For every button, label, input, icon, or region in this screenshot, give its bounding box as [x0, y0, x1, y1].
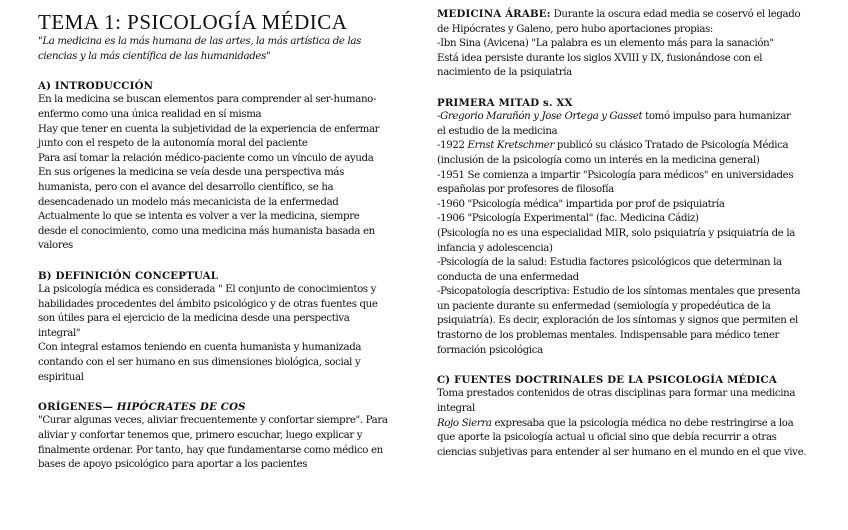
text-run: que aporte la psicología actual u oficial sino que debía recurrir a otras: [437, 432, 777, 444]
text-run: tomó impulso para humanizar: [642, 111, 791, 123]
text-line: [437, 183, 817, 198]
text-line: [437, 242, 817, 257]
text-run: Para así tomar la relación médico-paciente como un vínculo de ayuda: [38, 152, 374, 164]
text-run: "Curar algunas veces, aliviar frecuentemente y confortar siempre". Para: [38, 415, 388, 427]
text-run: son útiles para el ejercicio de la medicina desde una perspectiva: [38, 313, 350, 325]
text-line: [437, 198, 817, 213]
text-line: [38, 444, 398, 459]
text-run: Actualmente lo que se intenta es volver a ver la medicina, siempre: [38, 211, 360, 223]
text-line: [437, 314, 817, 329]
section-heading: [38, 79, 398, 94]
text-run: junto con el respeto de la autonomía moral del paciente: [38, 138, 308, 150]
text-run: publicó su clásico Tratado de Psicología Médica: [554, 140, 789, 152]
text-run: La psicología médica es considerada " El conjunto de conocimientos y: [38, 284, 377, 296]
text-line: [437, 271, 817, 286]
page-title: TEMA 1: PSICOLOGÍA MÉDICA: [38, 10, 348, 34]
text-run: espiritual: [38, 371, 84, 383]
text-line: [437, 169, 817, 184]
right-column: [437, 7, 817, 460]
text-run: MEDICINA ÁRABE:: [437, 8, 551, 20]
text-run: HIPÓCRATES DE COS: [116, 400, 246, 413]
text-run: -1906 "Psicología Experimental" (fac. Medicina Cádiz): [437, 213, 699, 225]
text-line: [437, 139, 817, 154]
text-line: [38, 196, 398, 211]
text-line: [38, 93, 398, 108]
text-run: ciencias y la más científica de las humanidades": [38, 50, 271, 62]
left-column: [38, 0, 398, 473]
text-line: [437, 417, 817, 432]
text-run: -1922: [437, 140, 468, 152]
text-line: [437, 37, 817, 52]
text-line: [38, 429, 398, 444]
text-run: (Psicología no es una especialidad MIR, solo psiquiatría y psiquiatría de la: [437, 227, 795, 239]
text-run: conducta de una enfermedad: [437, 271, 579, 283]
text-line: [38, 283, 398, 298]
blank-line: [38, 385, 398, 400]
text-run: trastorno de los problemas mentales. Indispensable para médico tener: [437, 330, 780, 342]
text-run: desde el conocimiento, como una medicina más humanista basada en: [38, 225, 375, 237]
text-line: [437, 125, 817, 140]
text-run: Rojo Sierra: [437, 417, 492, 429]
text-run: infancia y adolescencia): [437, 242, 553, 254]
text-line: [437, 300, 817, 315]
text-run: En sus orígenes la medicina se veía desde una perspectiva más: [38, 167, 345, 179]
text-line: [38, 341, 398, 356]
text-line: [38, 298, 398, 313]
text-line: [38, 35, 398, 50]
text-run: nacimiento de la psiquiatría: [437, 67, 572, 79]
text-line: [38, 210, 398, 225]
text-line: [38, 225, 398, 240]
text-run: aliviar y confortar tenemos que, primero escuchar, luego explicar y: [38, 430, 363, 442]
text-run: bases de apoyo psicológico para aportar a los pacientes: [38, 459, 308, 471]
text-line: [437, 154, 817, 169]
text-run: -Gregorio Marañón y Jose Ortega y Gasset: [437, 111, 643, 123]
text-run: psiquiatría). Es decir, exploración de los síntomas y signos que permiten el: [437, 315, 798, 327]
text-run: B) DEFINICIÓN CONCEPTUAL: [38, 269, 219, 282]
text-run: En la medicina se buscan elementos para comprender al ser-humano-: [38, 94, 377, 106]
text-line: [38, 181, 398, 196]
text-line: [437, 256, 817, 271]
blank-line: [38, 64, 398, 79]
text-run: Con integral estamos teniendo en cuenta humanista y humanizada: [38, 342, 362, 354]
text-line: [437, 446, 817, 461]
text-line: [38, 312, 398, 327]
blank-line: [437, 358, 817, 373]
text-run: de Hipócrates y Galeno, pero hubo aportaciones propias:: [437, 23, 714, 35]
text-run: el estudio de la medicina: [437, 125, 558, 137]
text-line: [38, 152, 398, 167]
section-heading: [38, 269, 398, 284]
text-run: -Psicología de la salud: Estudia factores psicológicos que determinan la: [437, 257, 782, 269]
text-run: PRIMERA MITAD s. XX: [437, 96, 573, 109]
left-text: [38, 35, 398, 473]
text-line: [437, 66, 817, 81]
text-line: [437, 110, 817, 125]
text-run: ciencias subjetivas para entender al ser humano en el mundo en el que vive.: [437, 446, 807, 458]
text-run: humanista, pero con el avance del desarrollo científico, se ha: [38, 181, 334, 193]
text-run: A) INTRODUCCIÓN: [38, 79, 154, 92]
text-line: [38, 166, 398, 181]
text-run: Hay que tener en cuenta la subjetividad de la experiencia de enfermar: [38, 123, 380, 135]
text-run: un paciente durante su enfermedad (semiología y propedéutica de la: [437, 300, 771, 312]
text-run: ORÍGENES—: [38, 400, 117, 413]
text-line: [437, 344, 817, 359]
text-run: Durante la oscura edad media se coservó el legado: [550, 9, 801, 20]
text-run: formación psicológica: [437, 344, 543, 356]
section-heading: [437, 373, 817, 388]
text-run: expresaba que la psicología médica no debe restringirse a loa: [491, 417, 794, 429]
text-run: integral": [38, 327, 81, 339]
text-line: [437, 212, 817, 227]
text-line: [38, 50, 398, 65]
text-line: [38, 239, 398, 254]
text-line: [437, 329, 817, 344]
text-run: integral: [437, 403, 475, 415]
text-run: contando con el ser humano en sus dimensiones biológica, social y: [38, 357, 361, 369]
text-run: Ernst Kretschmer: [467, 140, 555, 152]
section-heading: [38, 400, 398, 415]
text-line: [38, 371, 398, 386]
text-run: -Ibn Sina (Avicena) "La palabra es un elemento más para la sanación": [437, 38, 774, 50]
text-line: [437, 387, 817, 402]
text-line: [437, 7, 817, 23]
text-line: [38, 356, 398, 371]
text-line: [437, 23, 817, 38]
blank-line: [38, 254, 398, 269]
text-run: -1960 "Psicología médica" impartida por prof de psiquiatría: [437, 198, 725, 210]
text-run: -1951 Se comienza a impartir "Psicología para médicos" en universidades: [437, 169, 794, 181]
blank-line: [437, 81, 817, 96]
right-text: [437, 7, 817, 460]
text-run: desencadenado un modelo más mecanicista de la enfermedad: [38, 196, 339, 208]
text-line: [437, 285, 817, 300]
text-line: [38, 123, 398, 138]
text-run: enfermo como una única realidad en sí misma: [38, 108, 262, 120]
text-run: (inclusión de la psicología como un interés en la medicina general): [437, 154, 760, 166]
text-line: [437, 402, 817, 417]
text-run: Está idea persiste durante los siglos XVIII y IX, fusionándose con el: [437, 52, 763, 64]
text-run: Toma prestados contenidos de otras disciplinas para formar una medicina: [437, 388, 796, 400]
text-run: finalmente ordenar. Por tanto, hay que fundamentarse como médico en: [38, 444, 383, 456]
section-heading: [437, 96, 817, 111]
text-run: C) FUENTES DOCTRINALES DE LA PSICOLOGÍA MÉDICA: [437, 373, 777, 386]
text-run: "La medicina es la más humana de las artes, la más artística de las: [38, 36, 361, 47]
text-line: [38, 108, 398, 123]
text-line: [38, 327, 398, 342]
text-run: habilidades procedentes del ámbito psicológico y de otras fuentes que: [38, 298, 378, 310]
text-run: españolas por profesores de filosofía: [437, 184, 614, 196]
text-line: [38, 458, 398, 473]
text-run: -Psicopatología descriptiva: Estudio de los síntomas mentales que presenta: [437, 286, 801, 298]
text-line: [38, 414, 398, 429]
text-line: [38, 137, 398, 152]
text-line: [437, 52, 817, 67]
text-line: [437, 431, 817, 446]
text-line: [437, 227, 817, 242]
text-run: valores: [38, 240, 73, 252]
